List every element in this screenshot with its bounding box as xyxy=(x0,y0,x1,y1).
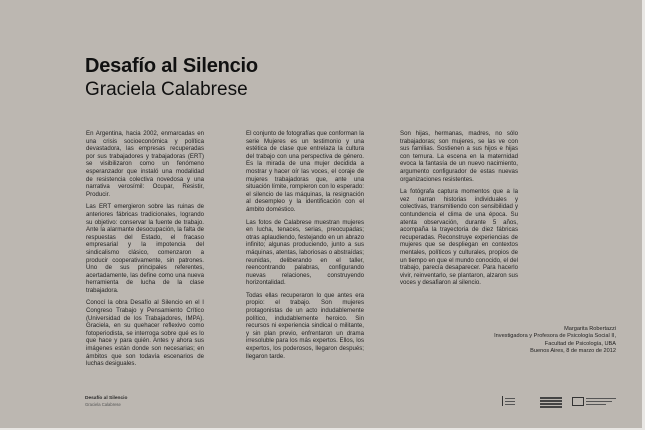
paragraph: Son hijas, hermanas, madres, no sólo trabajadoras; son mujeres, se las ve con sus familias. Sostienen a sus hijos e hijas con ternura. La escena en la maternidad evoca la fantasía de un nuevo nacimiento, argumento configurador de estas nuevas organizaciones resistentes. xyxy=(400,130,518,183)
signature-faculty: Facultad de Psicología, UBA xyxy=(544,340,616,347)
signature-place-date: Buenos Aires, 8 de marzo de 2012 xyxy=(530,348,616,355)
footer-credit xyxy=(85,396,127,408)
author-name: Graciela Calabrese xyxy=(85,79,248,100)
footer-subtitle: Graciela Calabrese xyxy=(85,402,121,407)
signature-name: Margarita Robertazzi xyxy=(564,326,616,332)
footer-title: Desafío al Silencio xyxy=(85,396,128,401)
faculty-logo-icon xyxy=(540,396,562,406)
footer-logos xyxy=(502,396,618,408)
sponsor-logo-icon xyxy=(572,396,618,406)
text-column-3 xyxy=(400,130,518,292)
paragraph: Las fotos de Calabrese muestran mujeres en lucha, tenaces, serias, preocupadas; otras aplaudiendo, festejando en un abrazo infinito; algunas produciendo, junto a sus máquinas, atentas, laboriosas o abstraídas; reunidas, deliberando en el taller, reencontrando palabras, configurando nuevas relaciones, construyendo horizontalidad. xyxy=(246,218,364,287)
paragraph: Todas ellas recuperaron lo que antes era propio: el trabajo. Son mujeres protagonistas de un acto indudablemente político, indudablemente heroico. Sin recursos ni experiencia sindical o militante, y sin plan previo, enfrentaron un drama irresoluble para los más expertos. Ellos, los expertos, los poderosos, llegaron después; llegaron tarde. xyxy=(246,291,364,360)
paragraph: En Argentina, hacia 2002, enmarcadas en una crisis socioeconómica y política devastadora, las empresas recuperadas por sus trabajadores y trabajadoras (ERT) se visibilizaron como un fenómeno esperanzador que instaló una modalidad de resistencia colectiva novedosa y una narrativa verosímil: Ocupar, Resistir, Producir. xyxy=(86,130,204,198)
paragraph: La fotógrafa captura momentos que a la vez narran historias individuales y colectivas, transmitiendo con sensibilidad y contundencia el clima de una época. Su atenta observación, durante 5 años, acompaña la trayectoria de diez fábricas recuperadas. Reconstruye experiencias de mujeres que se despliegan en contextos mentales, políticos y culturales, propios de un tiempo en que el mundo conocido, el del trabajo, parecía desaparecer. Para hacerlo vivir, reinventarlo, se plantaron, alzaron sus voces y desafiaron al silencio. xyxy=(400,188,518,287)
page-title: Desafío al Silencio xyxy=(85,55,258,77)
text-column-2 xyxy=(246,130,364,365)
paragraph: Conocí la obra Desafío al Silencio en el I Congreso Trabajo y Pensamiento Crítico (Universidad de los Trabajadores, IMPA). Graciela, en su quehacer reflexivo como fotoperiodista, se interroga sobre qué es lo que hace y para quién. Antes y ahora sus imágenes están donde son necesarias; en ámbitos que son todavía escenarios de luchas desiguales. xyxy=(86,299,204,368)
paragraph: Las ERT emergieron sobre las ruinas de anteriores fábricas tradicionales, logrando su objetivo: conservar la fuente de trabajo. Ante la alarmante desocupación, la falta de respuestas del Estado, el fracaso empresarial y la impotencia del sindicalismo clásico, comenzaron a producir cooperativamente, sin patrones. Uno de sus principales referentes, acertadamente, las define como una nueva herramienta de lucha de la clase trabajadora. xyxy=(86,203,204,294)
signature-block xyxy=(400,326,616,356)
signature-role: Investigadora y Profesora de Psicología Social II, xyxy=(494,333,616,340)
text-column-1 xyxy=(86,130,204,373)
paragraph: El conjunto de fotografías que conforman la serie Mujeres es un testimonio y una estética de clase que entrelaza la cultura del trabajo con una perspectiva de género. Es la mirada de una mujer decidida a mostrar y hacer oír las voces, el coraje de mujeres trabajadoras que, ante una situación límite, rompieron con lo esperado: el silencio de las máquinas, la resignación al desempleo y la identificación con el ámbito doméstico. xyxy=(246,130,364,213)
university-logo-icon xyxy=(502,396,519,406)
